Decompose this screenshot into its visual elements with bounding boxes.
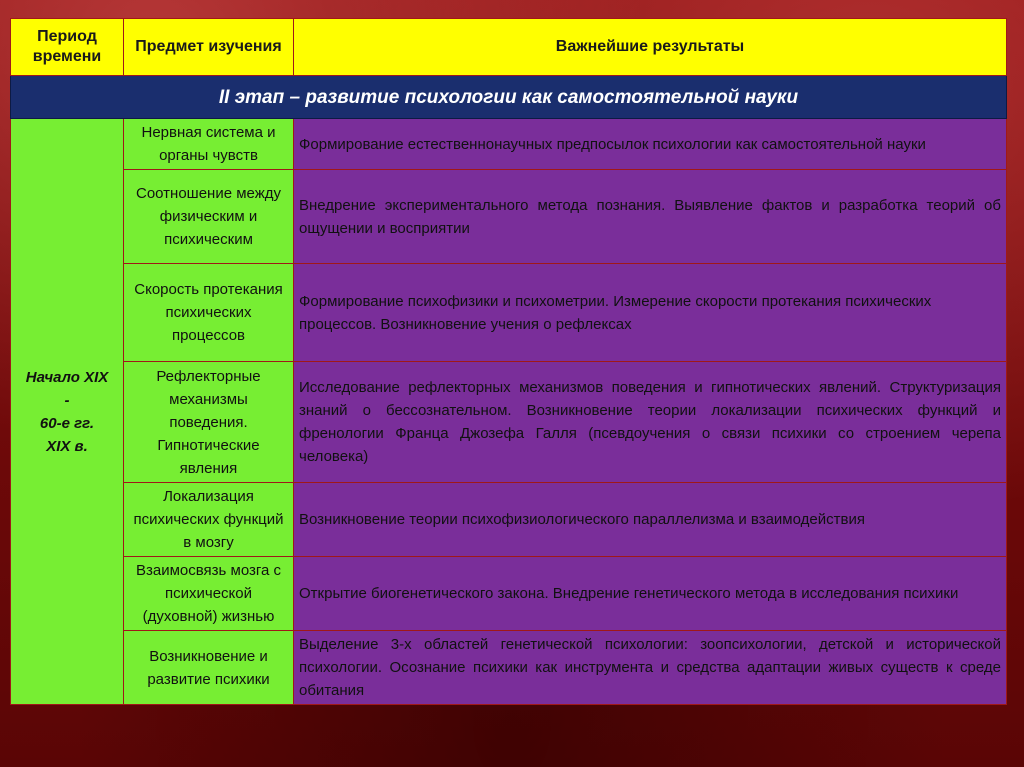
stage-title: II этап – развитие психологии как самостоятельной науки: [11, 76, 1007, 119]
result-cell: Внедрение экспериментального метода познания. Выявление фактов и разработка теорий об ощущении и восприятии: [294, 170, 1007, 264]
table-row: [11, 170, 1007, 264]
subject-cell: Взаимосвязь мозга с психической (духовной) жизнью: [124, 557, 294, 631]
subject-cell: Локализация психических функций в мозгу: [124, 483, 294, 557]
subject-cell: Соотношение между физическим и психическим: [124, 170, 294, 264]
header-results: Важнейшие результаты: [294, 19, 1007, 76]
subject-cell: Нервная система и органы чувств: [124, 119, 294, 170]
period-cell: [11, 119, 124, 705]
table-row: [11, 119, 1007, 170]
header-row: [11, 19, 1007, 76]
table-row: [11, 362, 1007, 483]
result-cell: Возникновение теории психофизиологического параллелизма и взаимодействия: [294, 483, 1007, 557]
period-line: XIX в.: [46, 437, 88, 455]
period-line: -: [64, 391, 70, 409]
table-row: [11, 483, 1007, 557]
result-cell: Открытие биогенетического закона. Внедрение генетического метода в исследования психики: [294, 557, 1007, 631]
table-row: [11, 264, 1007, 362]
subject-cell: Рефлекторные механизмы поведения. Гипнотические явления: [124, 362, 294, 483]
subject-cell: Возникновение и развитие психики: [124, 631, 294, 705]
header-subject: Предмет изучения: [124, 19, 294, 76]
period-line: 60-е гг.: [39, 414, 95, 432]
header-period: Период времени: [11, 19, 124, 76]
result-cell: Выделение 3-х областей генетической психологии: зоопсихологии, детской и исторической психологии. Осознание психики как инструмента и средства адаптации живых существ к среде обитания: [294, 631, 1007, 705]
result-cell: Исследование рефлекторных механизмов поведения и гипнотических явлений. Структуризация знаний о бессознательном. Возникновение теории локализации психических функций и френологии Франца Джозефа Галля (псевдоучения о связи психики со строением черепа человека): [294, 362, 1007, 483]
period-line: Начало XIX: [25, 368, 109, 386]
table-row: [11, 557, 1007, 631]
result-cell: Формирование психофизики и психометрии. Измерение скорости протекания психических процессов. Возникновение учения о рефлексах: [294, 264, 1007, 362]
result-cell: Формирование естественнонаучных предпосылок психологии как самостоятельной науки: [294, 119, 1007, 170]
table-row: [11, 631, 1007, 705]
subject-cell: Скорость протекания психических процессов: [124, 264, 294, 362]
stage-row: [11, 76, 1007, 119]
psychology-history-table: [10, 18, 1007, 705]
